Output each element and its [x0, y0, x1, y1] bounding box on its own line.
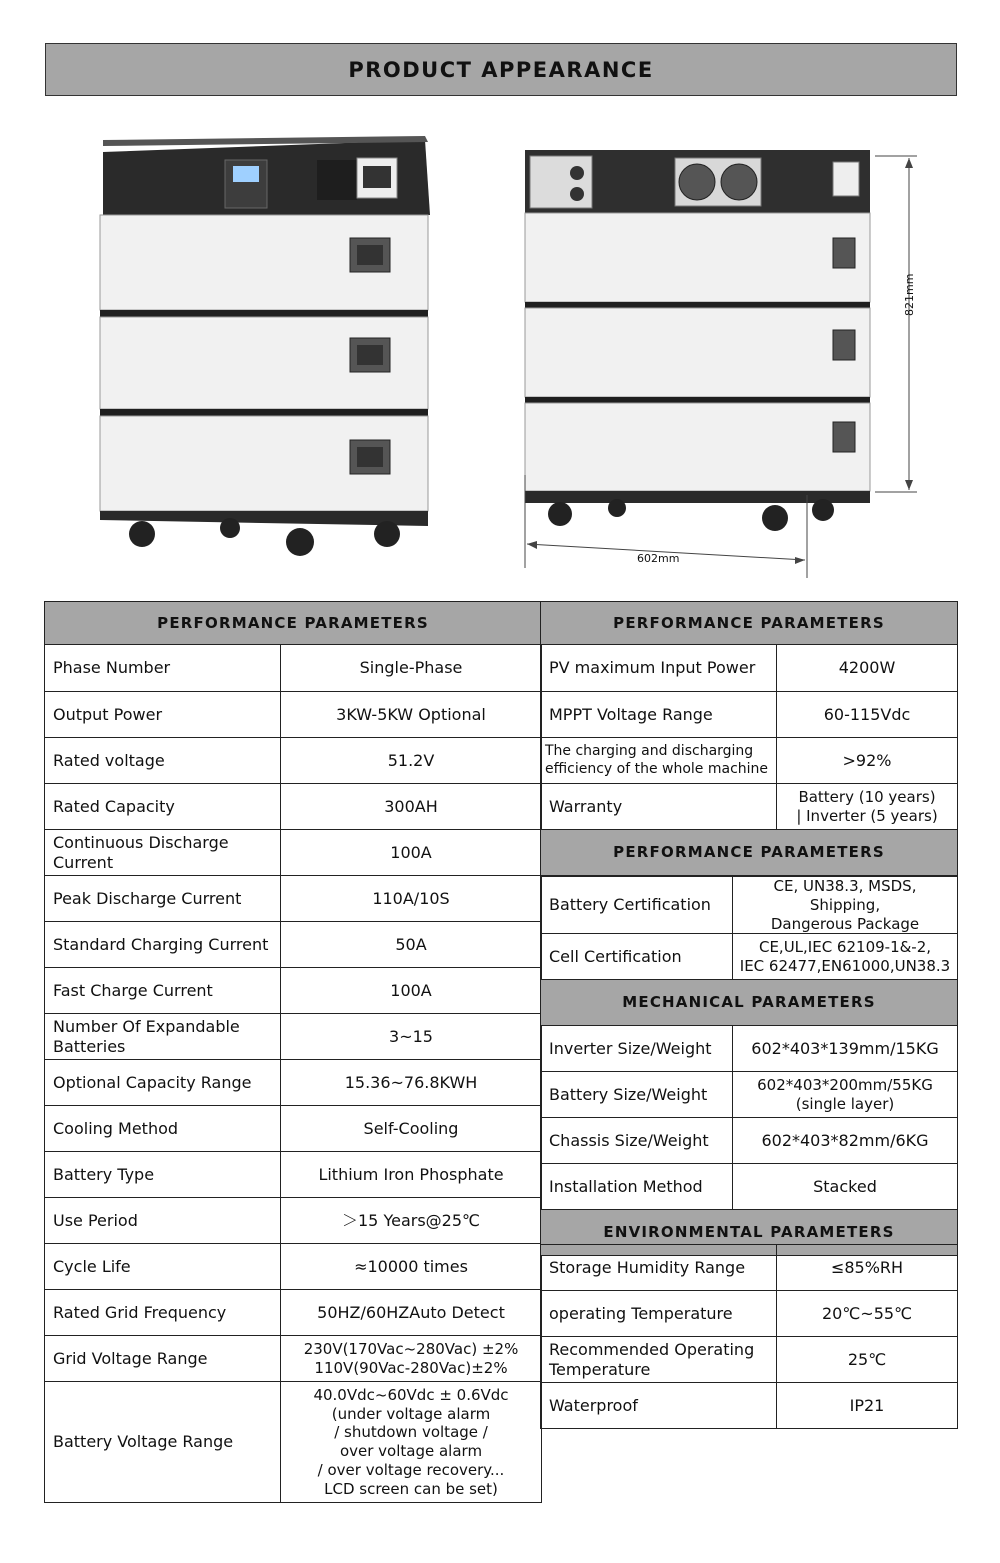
param-value: 20℃~55℃ — [777, 1291, 958, 1337]
param-label: Use Period — [45, 1198, 281, 1244]
param-value: 602*403*82mm/6KG — [733, 1118, 958, 1164]
param-label: Phase Number — [45, 645, 281, 692]
param-label: Peak Discharge Current — [45, 876, 281, 922]
param-value: Battery (10 years) | Inverter (5 years) — [777, 784, 958, 830]
param-label: Battery Size/Weight — [541, 1072, 733, 1118]
param-label: Rated Capacity — [45, 784, 281, 830]
param-label: Number Of Expandable Batteries — [45, 1014, 281, 1060]
param-value: 50A — [281, 922, 542, 968]
param-label: MPPT Voltage Range — [541, 692, 777, 738]
battery-unit-front-image — [100, 136, 430, 556]
certification-table — [540, 876, 958, 1256]
param-label: Optional Capacity Range — [45, 1060, 281, 1106]
table-header: PERFORMANCE PARAMETERS — [45, 602, 542, 645]
param-value: 300AH — [281, 784, 542, 830]
param-label: The charging and discharging efficiency of the whole machine — [541, 738, 777, 784]
param-label: Cell Certification — [541, 934, 733, 980]
param-label: Fast Charge Current — [45, 968, 281, 1014]
height-dimension-label: 821mm — [903, 273, 916, 316]
param-value: 602*403*139mm/15KG — [733, 1026, 958, 1072]
param-value: CE,UL,IEC 62109-1&-2, IEC 62477,EN61000,UN38.3 — [733, 934, 958, 980]
param-label: Cycle Life — [45, 1244, 281, 1290]
param-label: Warranty — [541, 784, 777, 830]
param-label: Rated voltage — [45, 738, 281, 784]
product-images — [45, 120, 957, 590]
table-header: PERFORMANCE PARAMETERS — [541, 830, 958, 876]
param-value: Lithium Iron Phosphate — [281, 1152, 542, 1198]
param-value: 100A — [281, 830, 542, 876]
table-header: MECHANICAL PARAMETERS — [541, 980, 958, 1026]
param-value: Self-Cooling — [281, 1106, 542, 1152]
param-value: 100A — [281, 968, 542, 1014]
param-value: CE, UN38.3, MSDS, Shipping, Dangerous Package — [733, 877, 958, 934]
param-value: 110A/10S — [281, 876, 542, 922]
param-label: Continuous Discharge Current — [45, 830, 281, 876]
param-label: Battery Type — [45, 1152, 281, 1198]
performance-table-left — [44, 601, 542, 1503]
param-label: Standard Charging Current — [45, 922, 281, 968]
param-value: 230V(170Vac~280Vac) ±2% 110V(90Vac-280Vac)±2% — [281, 1336, 542, 1382]
param-value: 3KW-5KW Optional — [281, 692, 542, 738]
param-value: >92% — [777, 738, 958, 784]
param-value: 40.0Vdc~60Vdc ± 0.6Vdc (under voltage alarm / shutdown voltage / over voltage alarm / over voltage recovery... LCD screen can be set) — [281, 1382, 542, 1503]
param-value: IP21 — [777, 1383, 958, 1429]
param-label: Storage Humidity Range — [541, 1245, 777, 1291]
param-label: Recommended Operating Temperature — [541, 1337, 777, 1383]
param-value: 602*403*200mm/55KG (single layer) — [733, 1072, 958, 1118]
param-value: 60-115Vdc — [777, 692, 958, 738]
param-label: Battery Certification — [541, 877, 733, 934]
section-title: PRODUCT APPEARANCE — [45, 43, 957, 96]
parameters-table-right — [540, 601, 958, 876]
param-value: 50HZ/60HZAuto Detect — [281, 1290, 542, 1336]
table-header: PERFORMANCE PARAMETERS — [541, 602, 958, 645]
param-value: Stacked — [733, 1164, 958, 1210]
param-value: 51.2V — [281, 738, 542, 784]
table-header: ENVIRONMENTAL PARAMETERS — [541, 1210, 958, 1256]
param-value: ≈10000 times — [281, 1244, 542, 1290]
param-label: Waterproof — [541, 1383, 777, 1429]
param-value: 3~15 — [281, 1014, 542, 1060]
param-label: operating Temperature — [541, 1291, 777, 1337]
environmental-table — [540, 1244, 958, 1429]
width-dimension-label: 602mm — [637, 552, 680, 565]
param-value: ≤85%RH — [777, 1245, 958, 1291]
param-label: Battery Voltage Range — [45, 1382, 281, 1503]
param-label: PV maximum Input Power — [541, 645, 777, 692]
param-label: Chassis Size/Weight — [541, 1118, 733, 1164]
param-label: Output Power — [45, 692, 281, 738]
param-label: Cooling Method — [45, 1106, 281, 1152]
param-value: Single-Phase — [281, 645, 542, 692]
param-label: Rated Grid Frequency — [45, 1290, 281, 1336]
param-label: Grid Voltage Range — [45, 1336, 281, 1382]
param-value: 15.36~76.8KWH — [281, 1060, 542, 1106]
param-value: 4200W — [777, 645, 958, 692]
param-value: 25℃ — [777, 1337, 958, 1383]
param-label: Inverter Size/Weight — [541, 1026, 733, 1072]
battery-unit-side-image — [525, 150, 917, 578]
param-label: Installation Method — [541, 1164, 733, 1210]
param-value: ＞15 Years@25℃ — [281, 1198, 542, 1244]
